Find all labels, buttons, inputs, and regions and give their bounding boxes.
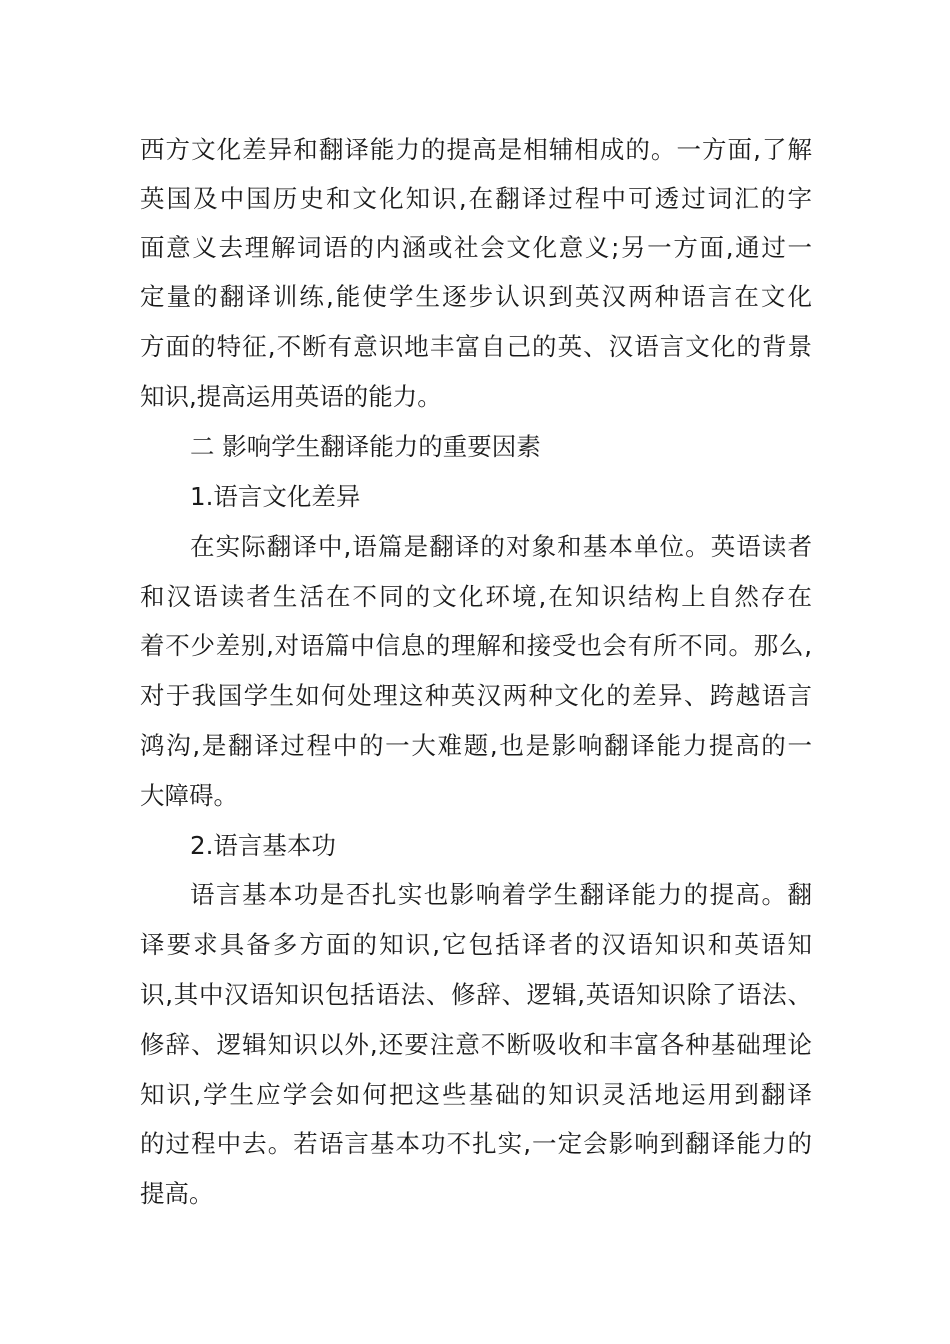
paragraph-line: 在实际翻译中,语篇是翻译的对象和基本单位。英语读者: [190, 532, 812, 561]
paragraph-line: 知识,提高运用英语的能力。: [140, 382, 442, 411]
paragraph-line: 面意义去理解词语的内涵或社会文化意义;另一方面,通过一: [140, 233, 812, 262]
paragraph-line: 英国及中国历史和文化知识,在翻译过程中可透过词汇的字: [140, 184, 812, 213]
subsection-title: 1.语言文化差异: [190, 482, 361, 511]
paragraph-line: 语言基本功是否扎实也影响着学生翻译能力的提高。翻: [190, 880, 812, 909]
paragraph-line: 译要求具备多方面的知识,它包括译者的汉语知识和英语知: [140, 930, 812, 959]
paragraph-line: 识,其中汉语知识包括语法、修辞、逻辑,英语知识除了语法、: [140, 980, 812, 1009]
subsection-title: 2.语言基本功: [190, 831, 336, 860]
paragraph-line: 方面的特征,不断有意识地丰富自己的英、汉语言文化的背景: [140, 332, 812, 361]
paragraph-line: 着不少差别,对语篇中信息的理解和接受也会有所不同。那么,: [140, 631, 812, 660]
paragraph-line: 对于我国学生如何处理这种英汉两种文化的差异、跨越语言: [140, 681, 812, 710]
paragraph-line: 修辞、逻辑知识以外,还要注意不断吸收和丰富各种基础理论: [140, 1030, 812, 1059]
paragraph-line: 的过程中去。若语言基本功不扎实,一定会影响到翻译能力的: [140, 1129, 812, 1158]
paragraph-line: 西方文化差异和翻译能力的提高是相辅相成的。一方面,了解: [140, 135, 812, 164]
paragraph-line: 定量的翻译训练,能使学生逐步认识到英汉两种语言在文化: [140, 282, 812, 311]
section-heading: 二 影响学生翻译能力的重要因素: [190, 432, 541, 461]
paragraph-line: 提高。: [140, 1179, 214, 1208]
paragraph-line: 鸿沟,是翻译过程中的一大难题,也是影响翻译能力提高的一: [140, 731, 812, 760]
paragraph-line: 和汉语读者生活在不同的文化环境,在知识结构上自然存在: [140, 582, 812, 611]
paragraph-line: 知识,学生应学会如何把这些基础的知识灵活地运用到翻译: [140, 1080, 812, 1109]
paragraph-line: 大障碍。: [140, 781, 238, 810]
